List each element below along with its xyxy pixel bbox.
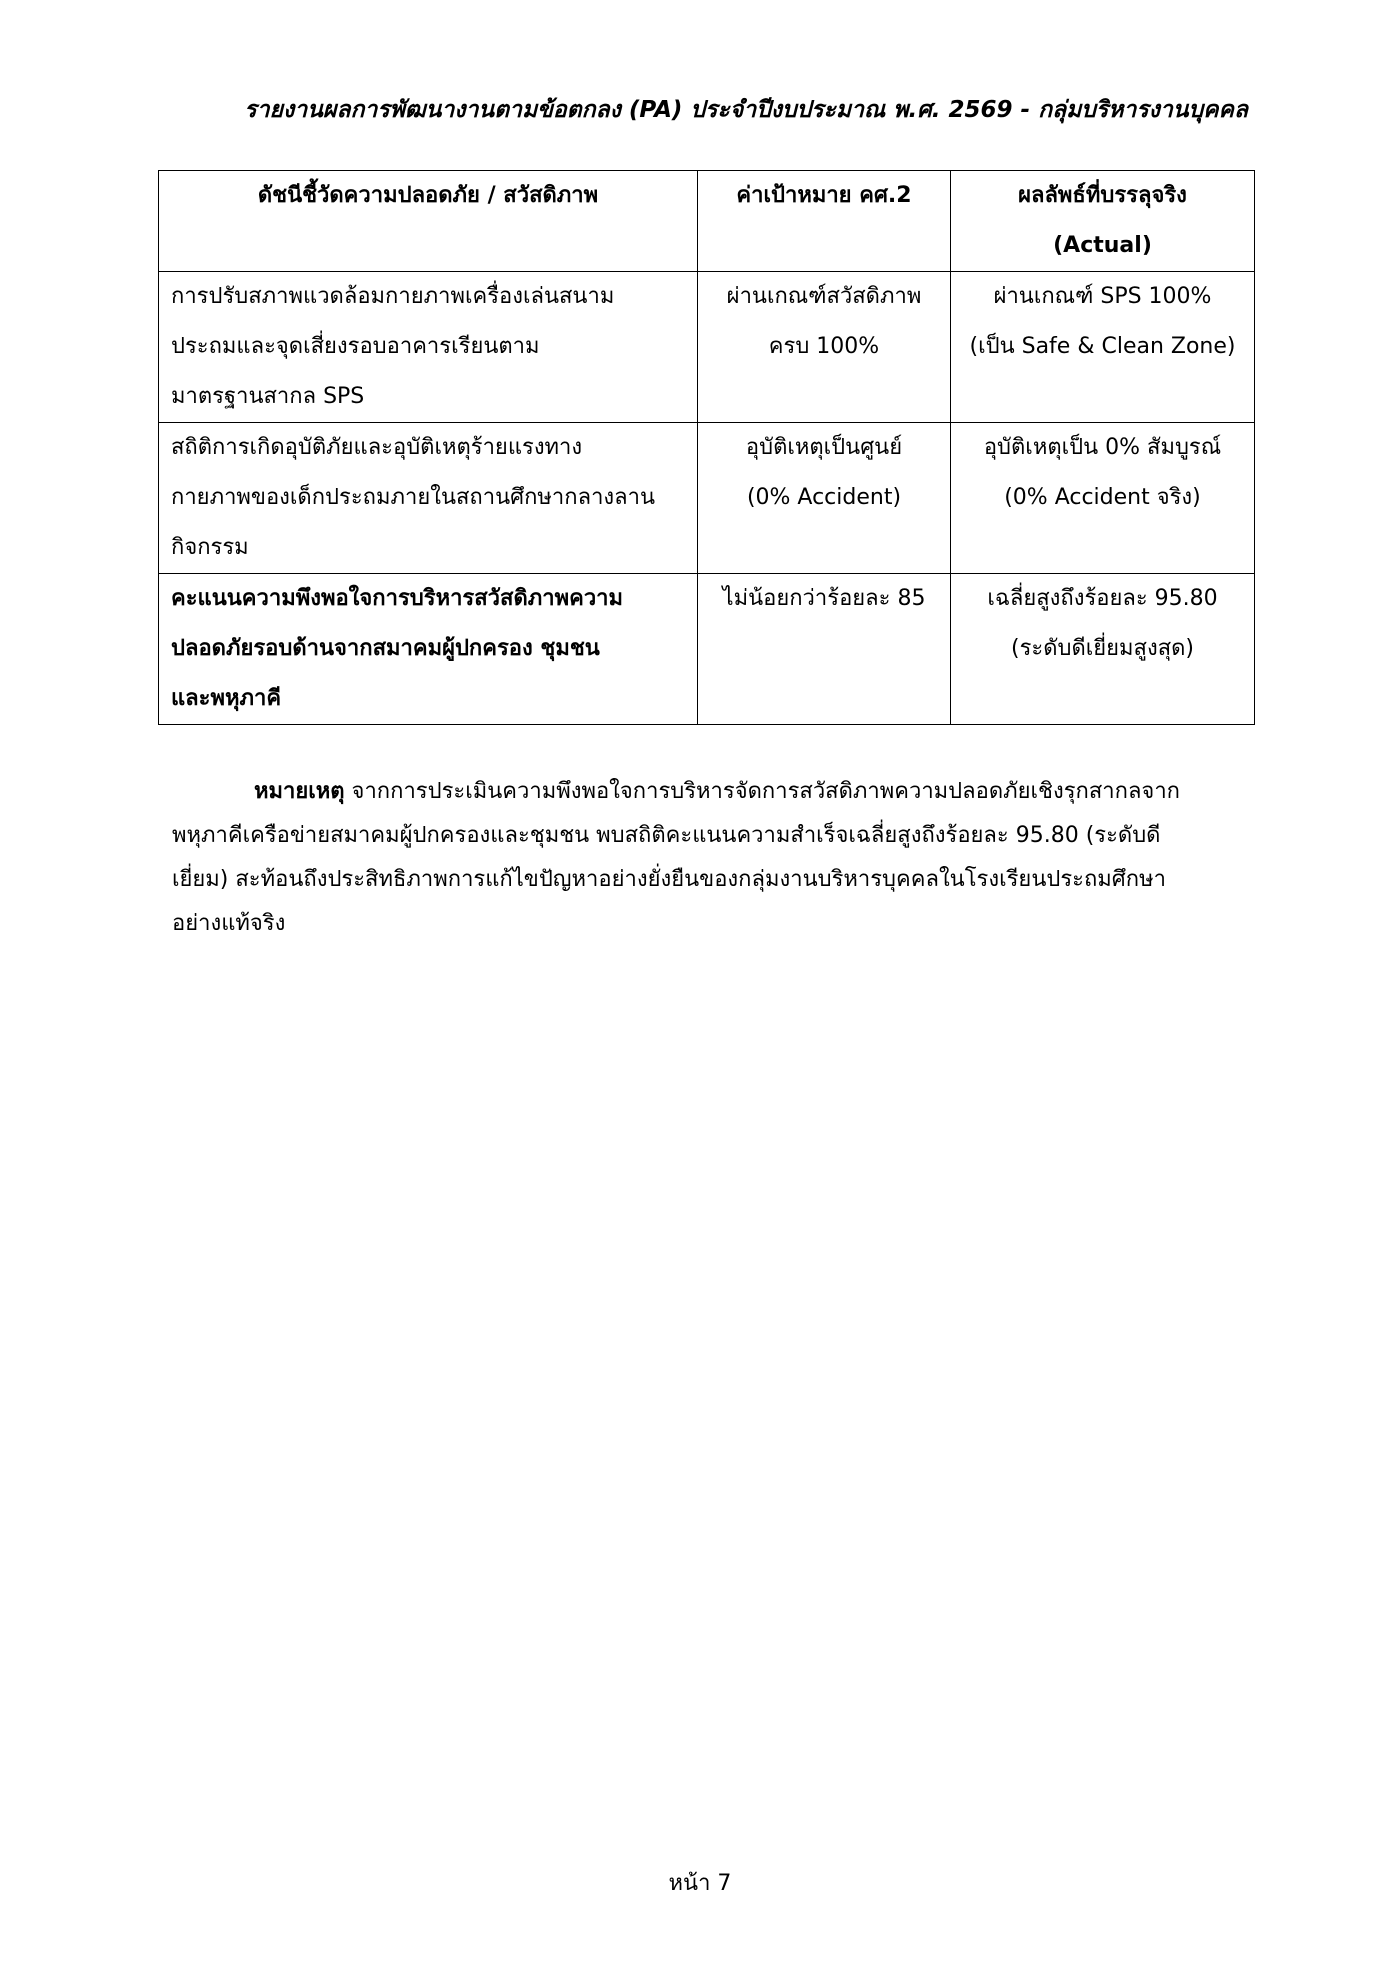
table-row [159, 423, 1255, 574]
indicator-cell: สถิติการเกิดอุบัติภัยและอุบัติเหตุร้ายแรงทาง กายภาพของเด็กประถมภายในสถานศึกษากลางลาน กิจกรรม [159, 423, 698, 574]
table-row [159, 272, 1255, 423]
page-number: หน้า 7 [668, 1871, 732, 1896]
note-paragraph [172, 770, 1240, 946]
target-cell: ผ่านเกณฑ์สวัสดิภาพ ครบ 100% [698, 272, 951, 423]
note-line: อย่างแท้จริง [172, 911, 286, 936]
note-line: เยี่ยม) สะท้อนถึงประสิทธิภาพการแก้ไขปัญหาอย่างยั่งยืนของกลุ่มงานบริหารบุคคลในโรงเรียนประถมศึกษา [172, 867, 1166, 892]
header-target: ค่าเป้าหมาย คศ.2 [698, 171, 951, 272]
note-line: หมายเหตุ จากการประเมินความพึงพอใจการบริหารจัดการสวัสดิภาพความปลอดภัยเชิงรุกสากลจาก [254, 779, 1180, 804]
page-header-title: รายงานผลการพัฒนางานตามข้อตกลง (PA) ประจำปีงบประมาณ พ.ศ. 2569 - กลุ่มบริหารงานบุคคล [244, 97, 1248, 123]
header-actual: ผลลัพธ์ที่บรรลุจริง (Actual) [951, 171, 1255, 272]
actual-cell: ผ่านเกณฑ์ SPS 100% (เป็น Safe & Clean Zone) [951, 272, 1255, 423]
table-row [159, 574, 1255, 725]
target-cell: ไม่น้อยกว่าร้อยละ 85 [698, 574, 951, 725]
actual-cell: เฉลี่ยสูงถึงร้อยละ 95.80 (ระดับดีเยี่ยมสูงสุด) [951, 574, 1255, 725]
actual-cell: อุบัติเหตุเป็น 0% สัมบูรณ์ (0% Accident จริง) [951, 423, 1255, 574]
header-indicator: ดัชนีชี้วัดความปลอดภัย / สวัสดิภาพ [159, 171, 698, 272]
indicator-cell: การปรับสภาพแวดล้อมกายภาพเครื่องเล่นสนาม ประถมและจุดเสี่ยงรอบอาคารเรียนตาม มาตรฐานสากล SPS [159, 272, 698, 423]
target-cell: อุบัติเหตุเป็นศูนย์ (0% Accident) [698, 423, 951, 574]
table-header-row [159, 171, 1255, 272]
note-line: พหุภาคีเครือข่ายสมาคมผู้ปกครองและชุมชน พบสถิติคะแนนความสำเร็จเฉลี่ยสูงถึงร้อยละ 95.80 (ระดับดี [172, 823, 1161, 848]
indicator-cell: คะแนนความพึงพอใจการบริหารสวัสดิภาพความ ปลอดภัยรอบด้านจากสมาคมผู้ปกครอง ชุมชน และพหุภาคี [159, 574, 698, 725]
safety-indicator-table [158, 170, 1255, 725]
note-label: หมายเหตุ [254, 779, 345, 804]
